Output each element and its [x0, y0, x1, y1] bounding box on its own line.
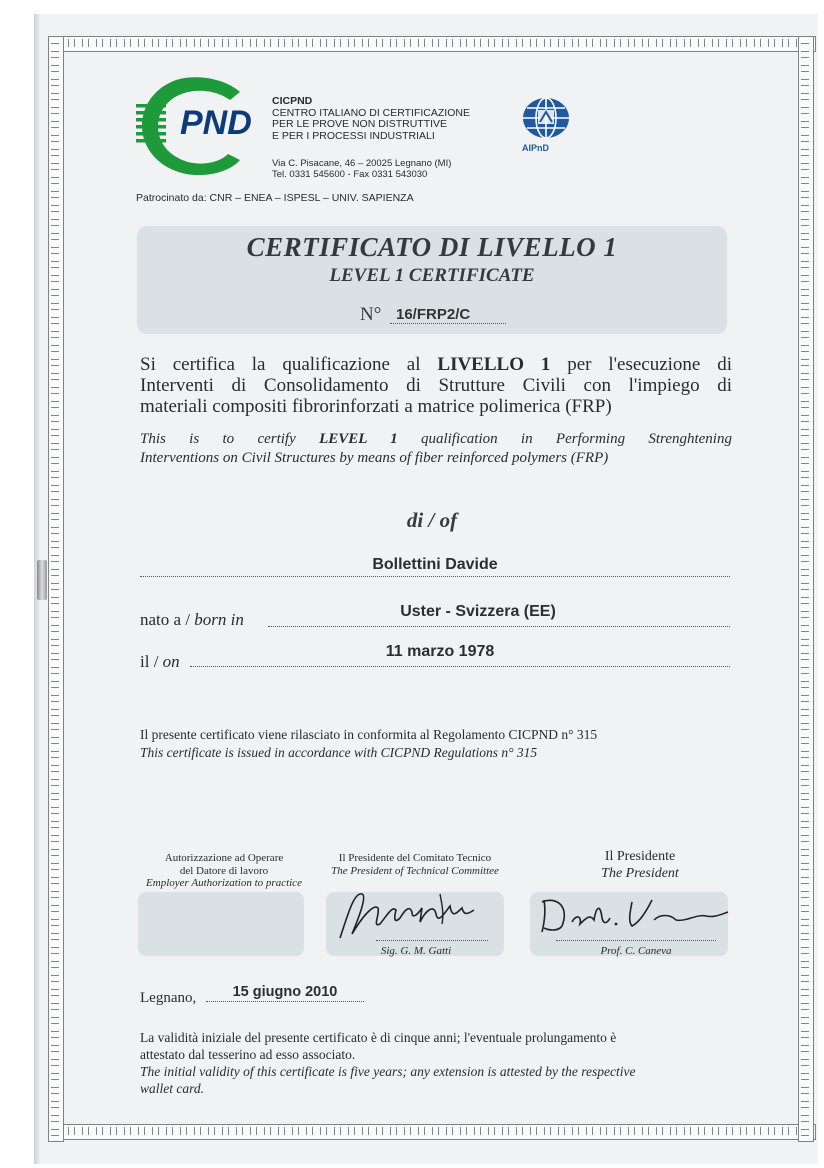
certificate-title: CERTIFICATO DI LIVELLO 1 — [246, 232, 618, 262]
statement-line: Si certifica la qualificazione al LIVELLO 1 per l'esecuzione di — [140, 354, 732, 375]
validity-line-en: wallet card. — [140, 1080, 204, 1096]
employer-signature-box — [138, 892, 304, 956]
address-line: Tel. 0331 545600 - Fax 0331 543030 — [272, 169, 428, 180]
statement-line: Interventi di Consolidamento di Strutture Civili con l'impiego di — [140, 375, 732, 396]
border-pattern — [51, 39, 813, 47]
statement-line: materiali compositi fibrorinforzati a matrice polimerica (FRP) — [140, 396, 612, 417]
border-left — [48, 36, 64, 1142]
regulation-it: Il presente certificato viene rilasciato in conformita al Regolamento CICPND n° 315 — [140, 727, 598, 742]
border-top — [48, 36, 816, 52]
org-address — [272, 158, 451, 180]
issue-place: Legnano, — [140, 990, 197, 1006]
aipnd-label: AIPnD — [522, 143, 549, 153]
org-line: PER LE PROVE NON DISTRUTTIVE — [272, 118, 448, 130]
statement-line-en: Interventions on Civil Structures by means of fiber reinforced polymers (FRP) — [140, 450, 609, 466]
validity-line-en: The initial validity of this certificate is five years; any extension is attested by the respective — [140, 1064, 636, 1079]
validity-line: La validità iniziale del presente certificato è di cinque anni; l'eventuale prolungamento è — [140, 1030, 617, 1045]
birth-date: 11 marzo 1978 — [385, 643, 495, 660]
border-pattern — [801, 39, 809, 1139]
president-heading-en: The President — [601, 866, 679, 881]
statement-line-en: This is to certify LEVEL 1 qualification in Performing Strenghtening — [140, 431, 732, 447]
committee-signer-name: Sig. G. M. Gatti — [380, 945, 452, 957]
employer-authorization-heading: Autorizzazione ad Operare del Datore di lavoro Employer Authorization to practice — [146, 852, 302, 889]
pnd-logo — [136, 74, 264, 178]
president-signer-name: Prof. C. Caneva — [600, 945, 672, 957]
org-acronym: CICPND — [272, 95, 313, 107]
president-heading — [540, 848, 740, 882]
certificate-title-en: LEVEL 1 CERTIFICATE — [329, 265, 535, 286]
level-emphasis: LIVELLO 1 — [437, 354, 551, 375]
president-signature — [536, 888, 732, 938]
patronage-line: Patrocinato da: CNR – ENEA – ISPESL – UNIV. SAPIENZA — [136, 192, 414, 204]
border-pattern — [51, 1127, 813, 1135]
pnd-logo-text: PND — [180, 104, 252, 142]
binder-clip — [37, 560, 47, 600]
validity-line: attestato dal tesserino ad esso associato. — [140, 1046, 356, 1062]
on-label: il / on — [140, 652, 180, 671]
border-right — [798, 36, 814, 1142]
validity-en — [140, 1064, 732, 1097]
border-pattern — [51, 39, 59, 1139]
org-line: E PER I PROCESSI INDUSTRIALI — [272, 129, 435, 142]
statement-en — [140, 430, 732, 468]
number-label: N° — [360, 304, 382, 325]
validity-it — [140, 1030, 732, 1063]
name-line — [140, 576, 730, 577]
border-bottom — [48, 1124, 816, 1140]
org-block — [272, 96, 470, 142]
committee-signature — [334, 884, 494, 944]
holder-name: Bollettini Davide — [372, 556, 498, 573]
statement-it — [140, 354, 732, 417]
level-emphasis-en: LEVEL 1 — [319, 431, 398, 447]
born-label: nato a / born in — [140, 610, 244, 629]
on-line — [190, 666, 730, 667]
committee-signature-line — [376, 940, 488, 941]
president-heading-it: Il Presidente — [604, 849, 676, 864]
committee-heading: Il Presidente del Comitato Tecnico The President of Technical Committee — [331, 852, 499, 877]
of-label: di / of — [406, 508, 458, 532]
born-line — [268, 626, 730, 627]
issue-date: 15 giugno 2010 — [206, 984, 364, 1002]
certificate-number: 16/FRP2/C — [390, 306, 506, 324]
org-line: CENTRO ITALIANO DI CERTIFICAZIONE — [272, 106, 470, 119]
president-signature-line — [556, 940, 716, 941]
regulation-en: This certificate is issued in accordance with CICPND Regulations n° 315 — [140, 745, 538, 760]
address-line: Via C. Pisacane, 46 – 20025 Legnano (MI) — [272, 158, 452, 169]
birth-place: Uster - Svizzera (EE) — [400, 603, 556, 620]
